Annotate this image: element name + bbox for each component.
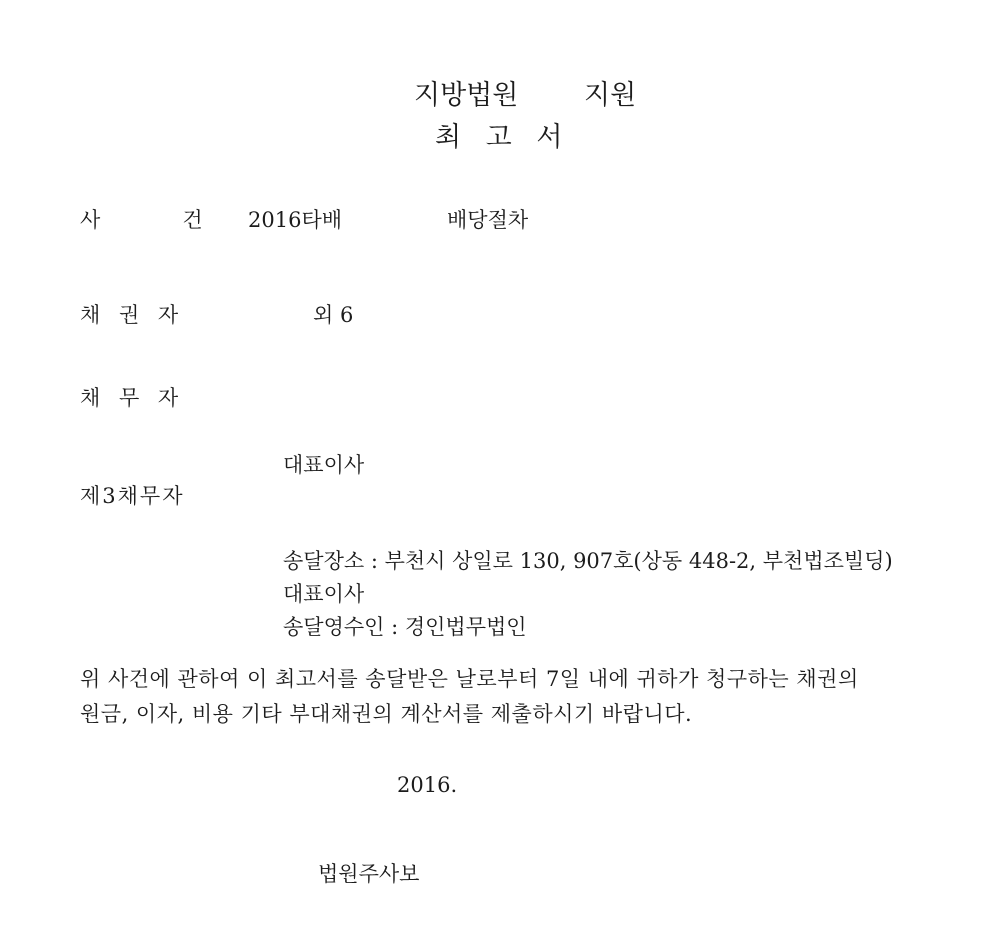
document-title: 최 고 서	[435, 122, 571, 153]
third-debtor-representative-top: 대표이사	[283, 453, 365, 477]
document-date: 2016.	[397, 773, 458, 797]
debtor-label: 채 무 자	[80, 386, 185, 410]
creditor-value: 외 6	[313, 303, 354, 327]
creditor-label: 채 권 자	[80, 303, 185, 327]
body-text-line-2: 원금, 이자, 비용 기타 부대채권의 계산서를 제출하시기 바랍니다.	[80, 702, 693, 726]
signer-title: 법원주사보	[318, 862, 420, 886]
case-label: 사 건	[80, 208, 209, 232]
court-branch: 지원	[584, 80, 637, 111]
court-name: 지방법원	[414, 80, 519, 111]
third-debtor-representative-bottom: 대표이사	[283, 582, 365, 606]
case-number: 2016타배	[248, 208, 343, 232]
third-debtor-label: 제3채무자	[80, 484, 185, 508]
case-type: 배당절차	[447, 208, 529, 232]
body-text-line-1: 위 사건에 관하여 이 최고서를 송달받은 날로부터 7일 내에 귀하가 청구하는 채권의	[80, 667, 859, 691]
delivery-recipient: 송달영수인 : 경인법무법인	[283, 615, 527, 639]
delivery-place: 송달장소 : 부천시 상일로 130, 907호(상동 448-2, 부천법조빌딩)	[283, 549, 893, 573]
